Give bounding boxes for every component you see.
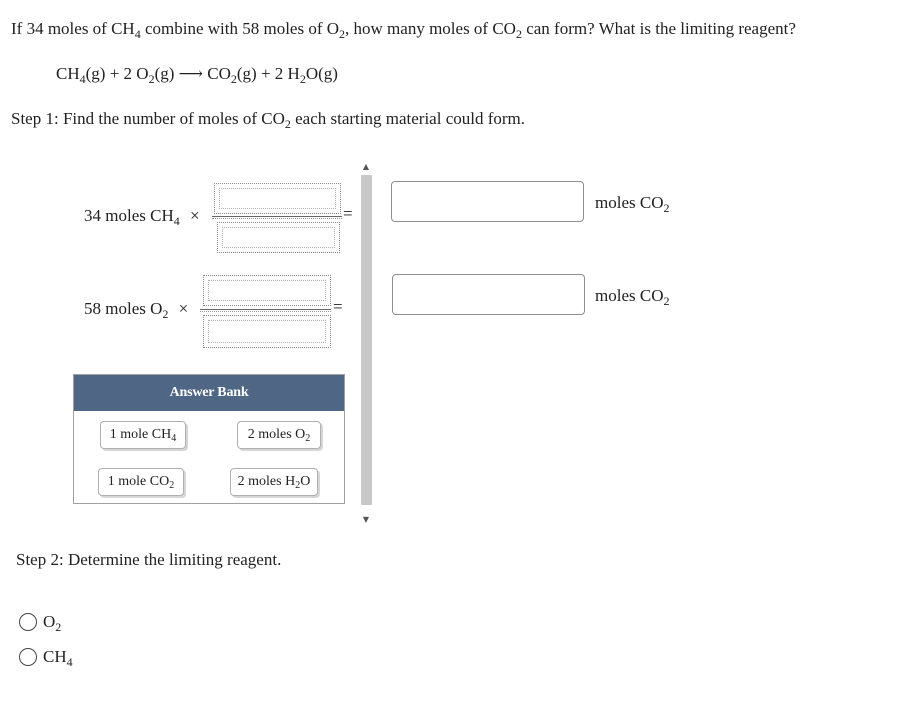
option-o2[interactable] xyxy=(19,612,61,632)
row1-unit-label: moles $CO_2$ xyxy=(595,193,670,215)
row2-denominator-dropzone[interactable] xyxy=(203,315,331,348)
row2-equals-sign: = xyxy=(333,297,343,316)
row1-numerator-dropzone[interactable] xyxy=(214,183,341,214)
scroll-thumb[interactable] xyxy=(361,175,372,505)
row1-denominator-dropzone[interactable] xyxy=(217,222,340,253)
chip-1-mole-ch4[interactable]: 1 mole $CH_4$ xyxy=(100,421,186,449)
chemical-equation: $CH_4(g) + 2$ $O_2(g)$ ⟶ $CO_2(g) + 2$ $H_2O(g)$ xyxy=(56,64,338,86)
option-ch4-label: $CH_4$ xyxy=(43,647,73,669)
answer-bank-title: Answer Bank xyxy=(74,375,344,411)
row2-given-label: 58 moles $O_2$ × xyxy=(84,299,189,321)
row1-answer-input[interactable] xyxy=(391,181,584,222)
scroll-down-arrow-icon[interactable]: ▼ xyxy=(362,515,370,524)
question-text: If 34 moles of $CH_4$ combine with 58 moles of $O_2$, how many moles of $CO_2$ can form? What is the limiting reagent? xyxy=(11,19,796,41)
row2-numerator-dropzone[interactable] xyxy=(203,275,331,306)
row2-fraction-bar xyxy=(200,309,331,310)
row1-given-label: 34 moles $CH_4$ × xyxy=(84,206,200,228)
row1-fraction-bar xyxy=(212,216,342,217)
row2-answer-input[interactable] xyxy=(392,274,585,315)
times-sign: × xyxy=(178,299,189,318)
chip-1-mole-co2[interactable]: 1 mole $CO_2$ xyxy=(98,468,184,496)
option-o2-label: $O_2$ xyxy=(43,612,62,634)
step2-instruction: Step 2: Determine the limiting reagent. xyxy=(16,550,282,569)
radio-button-icon[interactable] xyxy=(19,613,37,631)
row2-unit-label: moles $CO_2$ xyxy=(595,286,670,308)
times-sign: × xyxy=(189,206,200,225)
option-ch4[interactable] xyxy=(19,647,73,667)
step1-instruction: Step 1: Find the number of moles of $CO_2$ each starting material could form. xyxy=(11,109,526,131)
chip-2-moles-o2[interactable]: 2 moles $O_2$ xyxy=(237,421,321,449)
vertical-scrollbar[interactable] xyxy=(359,161,373,528)
row1-equals-sign: = xyxy=(343,204,353,223)
radio-button-icon[interactable] xyxy=(19,648,37,666)
answer-bank xyxy=(73,374,345,504)
scroll-up-arrow-icon[interactable]: ▲ xyxy=(362,162,370,171)
chip-2-moles-h2o[interactable]: 2 moles $H_2O$ xyxy=(230,468,318,496)
